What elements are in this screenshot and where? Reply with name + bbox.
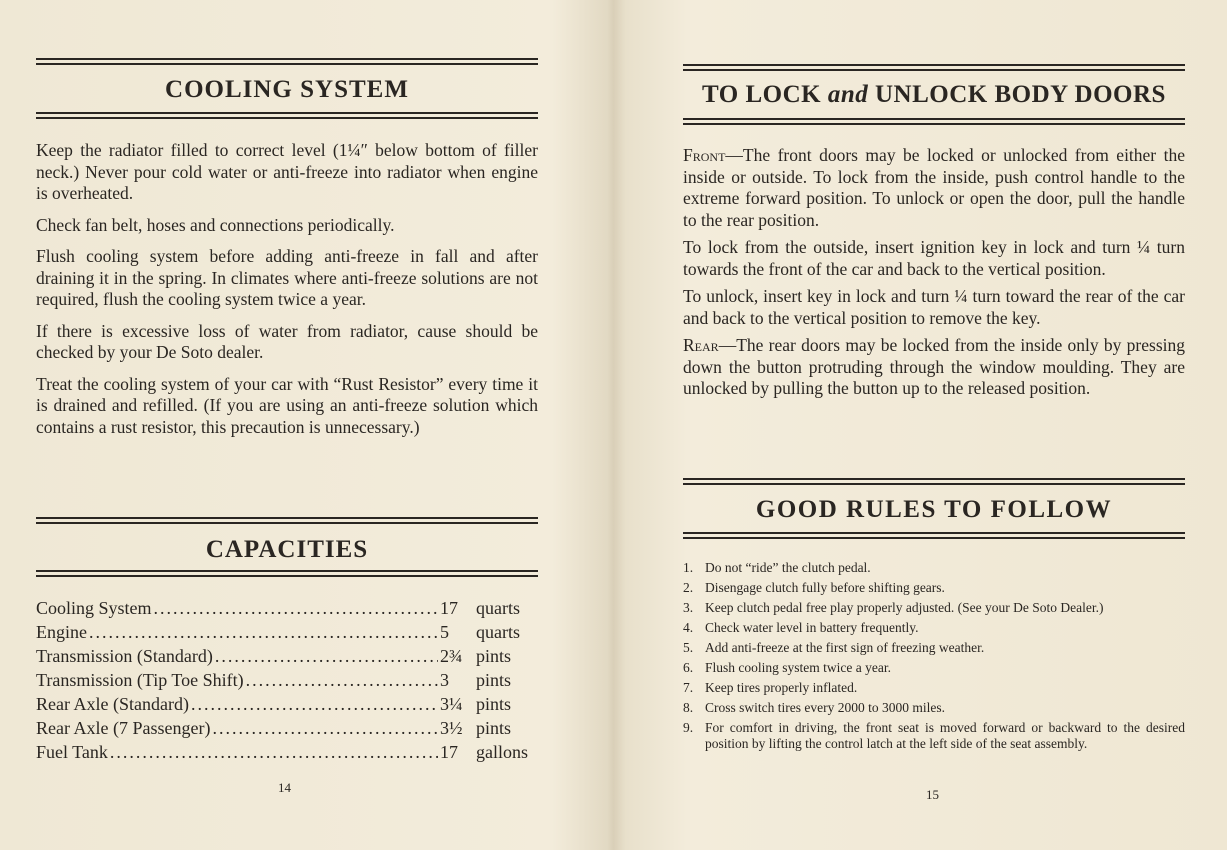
- capacities-heading: CAPACITIES: [205, 536, 369, 563]
- capacity-unit: pints: [476, 694, 512, 714]
- divider: [36, 112, 538, 119]
- rule-item: [683, 560, 1185, 576]
- rule-text: Cross switch tires every 2000 to 3000 miles.: [705, 700, 945, 715]
- capacity-amount: 3¼: [440, 694, 463, 714]
- rule-text: Disengage clutch fully before shifting gears.: [705, 580, 945, 595]
- leader-dots: [212, 718, 438, 739]
- leader-dots: [215, 646, 438, 667]
- rule-item: [683, 600, 1185, 616]
- capacity-row: [36, 598, 538, 622]
- capacity-name: Cooling System: [36, 598, 152, 618]
- heading-part: TO LOCK: [702, 81, 822, 108]
- leader-dots: [89, 622, 438, 643]
- rear-label: Rear: [683, 335, 719, 355]
- rule-text: Keep clutch pedal free play properly adjusted. (See your De Soto Dealer.): [705, 600, 1104, 615]
- page-number: 15: [926, 787, 939, 802]
- leader-dots: [191, 694, 438, 715]
- capacity-unit: quarts: [476, 622, 520, 642]
- paragraph: To lock from the outside, insert ignition key in lock and turn ¼ turn towards the front of the car and back to the vertical position.: [683, 237, 1185, 279]
- divider: [683, 478, 1185, 485]
- paragraph: [683, 335, 1185, 400]
- capacity-unit: pints: [476, 646, 512, 666]
- capacities-table: [36, 598, 538, 766]
- paragraph: If there is excessive loss of water from radiator, cause should be checked by your De Soto dealer.: [36, 320, 538, 362]
- capacity-unit: pints: [476, 718, 512, 738]
- rule-item: [683, 720, 1185, 752]
- capacity-name: Transmission (Standard): [36, 646, 213, 666]
- rule-number: 3.: [683, 600, 694, 615]
- lock-doors-text: [683, 145, 1185, 400]
- rule-number: 6.: [683, 660, 694, 675]
- rule-item: [683, 620, 1185, 636]
- capacity-amount: 17: [440, 598, 458, 618]
- divider: [683, 532, 1185, 539]
- capacity-row: [36, 694, 538, 718]
- divider: [36, 517, 538, 524]
- capacity-row: [36, 646, 538, 670]
- rule-text: Flush cooling system twice a year.: [705, 660, 891, 675]
- rule-item: [683, 680, 1185, 696]
- capacity-name: Rear Axle (Standard): [36, 694, 189, 714]
- capacity-amount: 17: [440, 742, 458, 762]
- divider: [36, 58, 538, 65]
- page-number: 14: [278, 780, 291, 795]
- front-label: Front: [683, 145, 726, 165]
- capacity-amount: 2¾: [440, 646, 463, 666]
- capacity-amount: 3: [440, 670, 449, 690]
- cooling-system-heading: COOLING SYSTEM: [165, 76, 409, 103]
- rule-number: 7.: [683, 680, 694, 695]
- capacity-name: Fuel Tank: [36, 742, 108, 762]
- rule-number: 4.: [683, 620, 694, 635]
- leader-dots: [246, 670, 438, 691]
- rule-item: [683, 580, 1185, 596]
- rule-item: [683, 660, 1185, 676]
- left-page: [36, 0, 538, 850]
- capacity-unit: gallons: [476, 742, 528, 762]
- paragraph: Treat the cooling system of your car with “Rust Resistor” every time it is drained and refilled. (If you are using an anti-freeze solution which contains a rust resistor, this precaution is unnecessary.): [36, 373, 538, 437]
- paragraph: To unlock, insert key in lock and turn ¼ turn toward the rear of the car and back to the vertical position to remove the key.: [683, 286, 1185, 328]
- good-rules-heading: GOOD RULES TO FOLLOW: [755, 496, 1113, 523]
- right-page: [683, 0, 1185, 850]
- rules-list: [683, 560, 1185, 756]
- capacity-unit: pints: [476, 670, 512, 690]
- leader-dots: [154, 598, 438, 619]
- paragraph: Keep the radiator filled to correct level (1¼″ below bottom of filler neck.) Never pour cold water or anti-freeze into radiator when engine is overheated.: [36, 140, 538, 203]
- capacity-unit: quarts: [476, 598, 520, 618]
- rule-text: For comfort in driving, the front seat is moved forward or backward to the desired position by lifting the control latch at the left side of the seat assembly.: [705, 720, 1185, 751]
- rule-item: [683, 640, 1185, 656]
- capacity-row: [36, 670, 538, 694]
- rule-number: 8.: [683, 700, 694, 715]
- capacity-amount: 5: [440, 622, 449, 642]
- front-text: —The front doors may be locked or unlocked from either the inside or outside. To lock from the inside, push control handle to the extreme forward position. To unlock or open the door, pull the handle to the rear position.: [683, 145, 1185, 230]
- rule-number: 5.: [683, 640, 694, 655]
- rule-text: Add anti-freeze at the first sign of freezing weather.: [705, 640, 985, 655]
- rule-number: 2.: [683, 580, 694, 595]
- paragraph: Flush cooling system before adding anti-freeze in fall and after draining it in the spring. In climates where anti-freeze solutions are not required, flush the cooling system twice a year.: [36, 246, 538, 309]
- divider: [683, 118, 1185, 125]
- rule-text: Do not “ride” the clutch pedal.: [705, 560, 871, 575]
- rule-item: [683, 700, 1185, 716]
- leader-dots: [110, 742, 438, 763]
- cooling-system-text: [36, 140, 538, 438]
- rule-text: Check water level in battery frequently.: [705, 620, 919, 635]
- capacity-row: [36, 718, 538, 742]
- capacity-name: Transmission (Tip Toe Shift): [36, 670, 244, 690]
- capacity-name: Engine: [36, 622, 87, 642]
- lock-doors-heading: [683, 81, 1185, 109]
- rule-number: 9.: [683, 720, 694, 735]
- paragraph: Check fan belt, hoses and connections periodically.: [36, 214, 395, 235]
- heading-part: and: [827, 81, 869, 108]
- rule-text: Keep tires properly inflated.: [705, 680, 858, 695]
- paragraph: [683, 145, 1185, 231]
- capacity-row: [36, 742, 538, 766]
- capacity-row: [36, 622, 538, 646]
- divider: [683, 64, 1185, 71]
- capacity-name: Rear Axle (7 Passenger): [36, 718, 211, 738]
- capacity-amount: 3½: [440, 718, 463, 738]
- rule-number: 1.: [683, 560, 694, 575]
- heading-part: UNLOCK BODY DOORS: [875, 81, 1166, 108]
- divider: [36, 570, 538, 577]
- rear-text: —The rear doors may be locked from the inside only by pressing down the button protruding through the window moulding. They are unlocked by pulling the button up to the released position.: [683, 335, 1185, 398]
